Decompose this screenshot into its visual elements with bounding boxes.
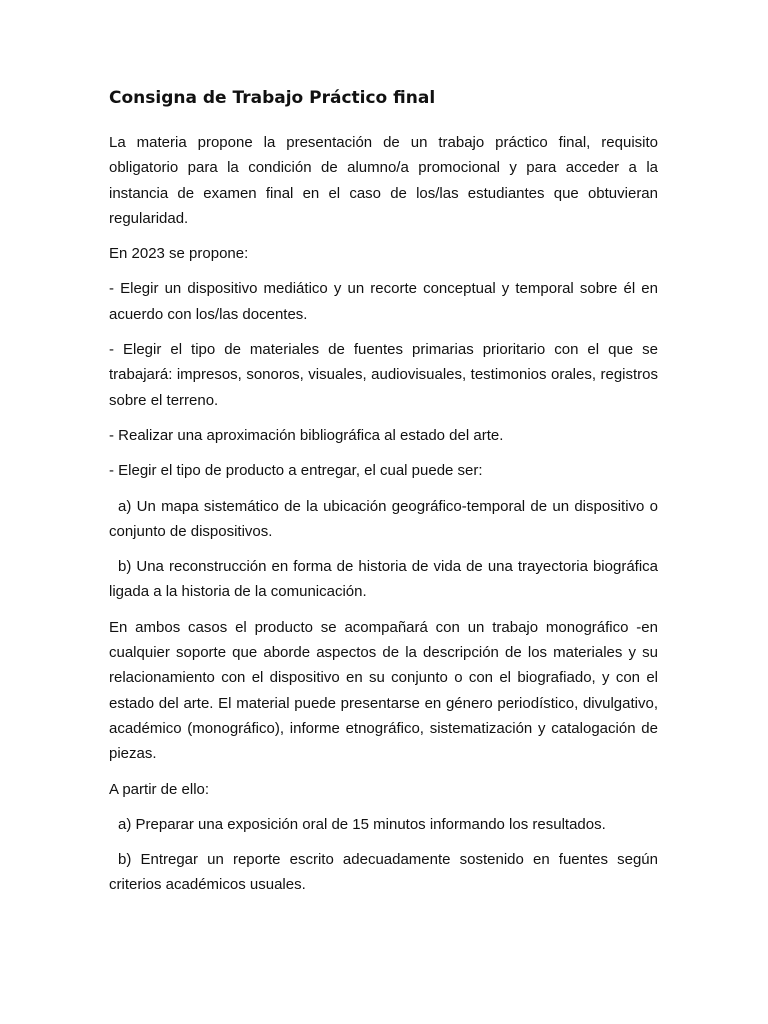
- year-proposal-paragraph: En 2023 se propone:: [109, 245, 249, 263]
- document-page: [109, 86, 658, 908]
- intro-paragraph: La materia propone la presentación de un trabajo práctico final, requisito obligatorio para la condición de alumno/a promocional y para acceder a la instancia de examen final en el caso de los/las estudiantes que obtuvieran regularidad.: [109, 134, 658, 227]
- list-item-materials: - Elegir el tipo de materiales de fuentes primarias prioritario con el que se trabajará: impresos, sonoros, visuales, audiovisuales, testimonios orales, registros sobre el terreno.: [109, 341, 658, 409]
- from-there-paragraph: A partir de ello:: [109, 780, 210, 798]
- task-b-written-report: b) Entregar un reporte escrito adecuadamente sostenido en fuentes según criterios académicos usuales.: [109, 851, 658, 894]
- task-a-oral-exposition: a) Preparar una exposición oral de 15 minutos informando los resultados.: [118, 815, 606, 833]
- document-title: Consigna de Trabajo Práctico final: [109, 88, 436, 108]
- monograph-paragraph: En ambos casos el producto se acompañará con un trabajo monográfico -en cualquier soporte que aborde aspectos de la descripción de los materiales y su relacionamiento con el dispositivo en su conjunto o con el biografiado, y con el estado del arte. El material puede presentarse en género periodístico, divulgativo, académico (monográfico), informe etnográfico, sistematización y catalogación de piezas.: [109, 618, 658, 763]
- list-item-device: - Elegir un dispositivo mediático y un recorte conceptual y temporal sobre él en acuerdo con los/las docentes.: [109, 280, 658, 323]
- option-b-biography: b) Una reconstrucción en forma de historia de vida de una trayectoria biográfica ligada a la historia de la comunicación.: [109, 558, 658, 601]
- list-item-bibliography: - Realizar una aproximación bibliográfica al estado del arte.: [109, 426, 504, 444]
- list-item-product-type: - Elegir el tipo de producto a entregar, el cual puede ser:: [109, 462, 483, 480]
- option-a-map: a) Un mapa sistemático de la ubicación geográfico-temporal de un dispositivo o conjunto de dispositivos.: [109, 497, 658, 540]
